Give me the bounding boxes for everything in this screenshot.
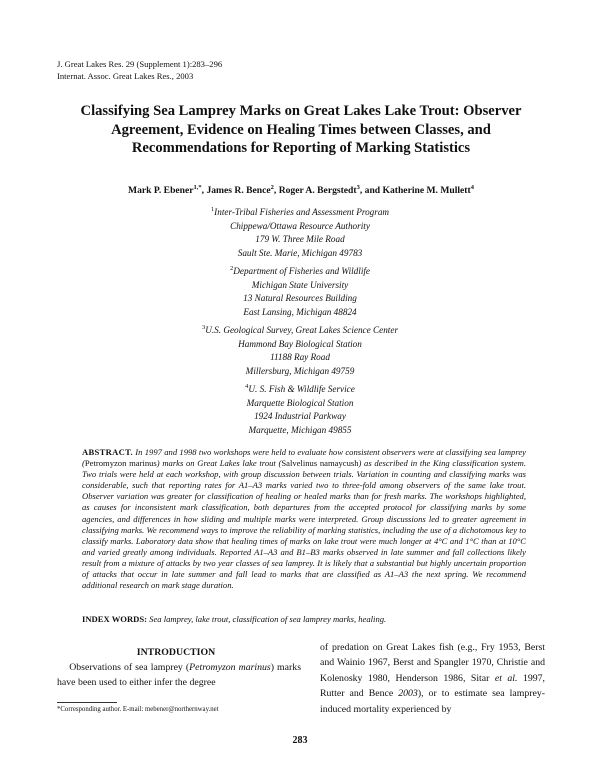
affiliation-1 — [150, 203, 450, 260]
affiliation-line: 1924 Industrial Parkway — [254, 411, 346, 422]
abstract-text: ) marks on Great Lakes lake trout ( — [156, 458, 282, 469]
body-text: of predation on Great Lakes fish (e.g., Fry 1953, Berst and Wainio 1967, Berst and Spangler 1970, Christie and Kolenosky 1980, Henderson 1986, Sitar — [320, 642, 545, 684]
affiliation-superscript: 2 — [229, 265, 234, 272]
affiliation-line: 13 Natural Resources Building — [243, 293, 357, 304]
journal-line-2: Internat. Assoc. Great Lakes Res., 2003 — [57, 71, 194, 81]
affiliation-line: 179 W. Three Mile Road — [255, 234, 345, 245]
body-text: ) marks have been used to either infer the degree — [57, 662, 302, 688]
affiliation-4 — [150, 380, 450, 437]
article-title — [40, 102, 562, 158]
author-superscript: 4 — [470, 184, 474, 191]
journal-line-1: J. Great Lakes Res. 29 (Supplement 1):283–296 — [57, 59, 223, 69]
affiliation-line: Michigan State University — [251, 279, 349, 290]
affiliation-line: Millersburg, Michigan 49759 — [245, 365, 355, 376]
index-words — [82, 614, 526, 624]
species-name: Petromyzon marinus — [189, 662, 271, 673]
abstract — [82, 447, 526, 591]
affiliation-line: U. S. Fish & Wildlife Service — [248, 384, 355, 395]
author-list — [40, 184, 562, 196]
affiliation-line: Sault Ste. Marie, Michigan 49783 — [237, 247, 363, 258]
affiliation-line: Marquette, Michigan 49855 — [248, 424, 352, 435]
affiliation-line: East Lansing, Michigan 48824 — [243, 306, 357, 317]
affiliation-3 — [150, 321, 450, 378]
footnote: *Corresponding author. E-mail: mebener@northernway.net — [57, 706, 219, 713]
footnote-divider — [57, 702, 117, 703]
author-separator: , — [201, 185, 207, 197]
affiliation-line: Marquette Biological Station — [246, 397, 354, 408]
body-text: ), or to estimate sea lamprey-induced mortality experienced by — [320, 688, 545, 715]
citation-etal: et al. — [494, 672, 518, 684]
abstract-label: ABSTRACT. — [82, 447, 134, 457]
affiliation-line: U.S. Geological Survey, Great Lakes Science Center — [205, 325, 399, 336]
affiliation-line: 11188 Ray Road — [270, 352, 330, 363]
affiliation-line: Department of Fisheries and Wildlife — [233, 266, 371, 277]
author-separator: , and — [359, 185, 383, 197]
citation-year: 2003 — [398, 688, 418, 700]
affiliation-line: Chippewa/Ottawa Resource Authority — [230, 220, 370, 231]
species-name: Salvelinus namaycush — [281, 458, 359, 469]
affiliation-2 — [150, 262, 450, 319]
title-line: Recommendations for Reporting of Marking Statistics — [131, 140, 471, 156]
title-line: Classifying Sea Lamprey Marks on Great Lakes Lake Trout: Observer — [80, 103, 522, 119]
index-words-label: INDEX WORDS: — [82, 614, 148, 624]
intro-paragraph — [57, 661, 301, 690]
author-name: Mark P. Ebener — [128, 185, 194, 197]
body-text: Observations of sea lamprey ( — [69, 662, 190, 673]
abstract-text: ) as described in the King classification system. Two trials were held at each workshop, with group discussion between trials. Variation in counting and classifying marks was considerable, such that reporting rates for A1–A3 marks varied two to three-fold among observers of the same lake trout. Observer variation was greater for classification of healing or healed marks than for fresh marks. The workshops highlighted, as causes for inconsistent mark classification, both departures from the accepted protocol for classifying marks by some agencies, and differences in how sliding and multiple marks were interpreted. Group discussions led to greater agreement in classifying marks. We recommend ways to improve the reliability of marking statistics, including the use of a dichotomous key to classify marks. Laboratory data show that healing times of marks on lake trout were much longer at 4°C and 1°C than at 10°C and varied greatly among individuals. Reported A1–A3 and B1–B3 marks observed in late summer and fall collections likely result from a mixture of attacks by two year classes of sea lamprey. It is likely that a substantial but highly uncertain proportion of attacks that occur in late summer and fall lead to marks that are classified as A1–A3 the next spring. We recommend additional research on mark stage duration. — [82, 458, 526, 591]
page-number: 283 — [292, 735, 308, 746]
affiliation-superscript: 3 — [201, 324, 206, 331]
author-name: Katherine M. Mullett — [382, 185, 471, 197]
author-superscript: 3 — [356, 184, 360, 191]
author-superscript: 1,* — [193, 184, 202, 191]
affiliation-superscript: 1 — [210, 206, 215, 213]
abstract-text: In 1997 and 1998 two workshops were held to evaluate how consistent observers were at classifying sea lamprey ( — [82, 447, 526, 469]
author-name: Roger A. Bergstedt — [278, 185, 357, 197]
author-separator: , — [273, 185, 279, 197]
right-column-text — [320, 640, 545, 717]
section-heading: INTRODUCTION — [136, 647, 216, 658]
body-text: 1997, Rutter and Bence — [320, 672, 546, 700]
affiliation-superscript: 4 — [245, 383, 249, 390]
affiliation-line: Inter-Tribal Fisheries and Assessment Program — [214, 207, 390, 218]
title-line: Agreement, Evidence on Healing Times between Classes, and — [111, 121, 491, 138]
author-superscript: 2 — [270, 184, 274, 191]
author-name: James R. Bence — [206, 185, 271, 197]
journal-citation — [57, 58, 222, 82]
species-name: Petromyzon marinus — [84, 458, 157, 469]
affiliation-line: Hammond Bay Biological Station — [238, 338, 362, 349]
index-words-text: Sea lamprey, lake trout, classification of sea lamprey marks, healing. — [147, 614, 387, 624]
